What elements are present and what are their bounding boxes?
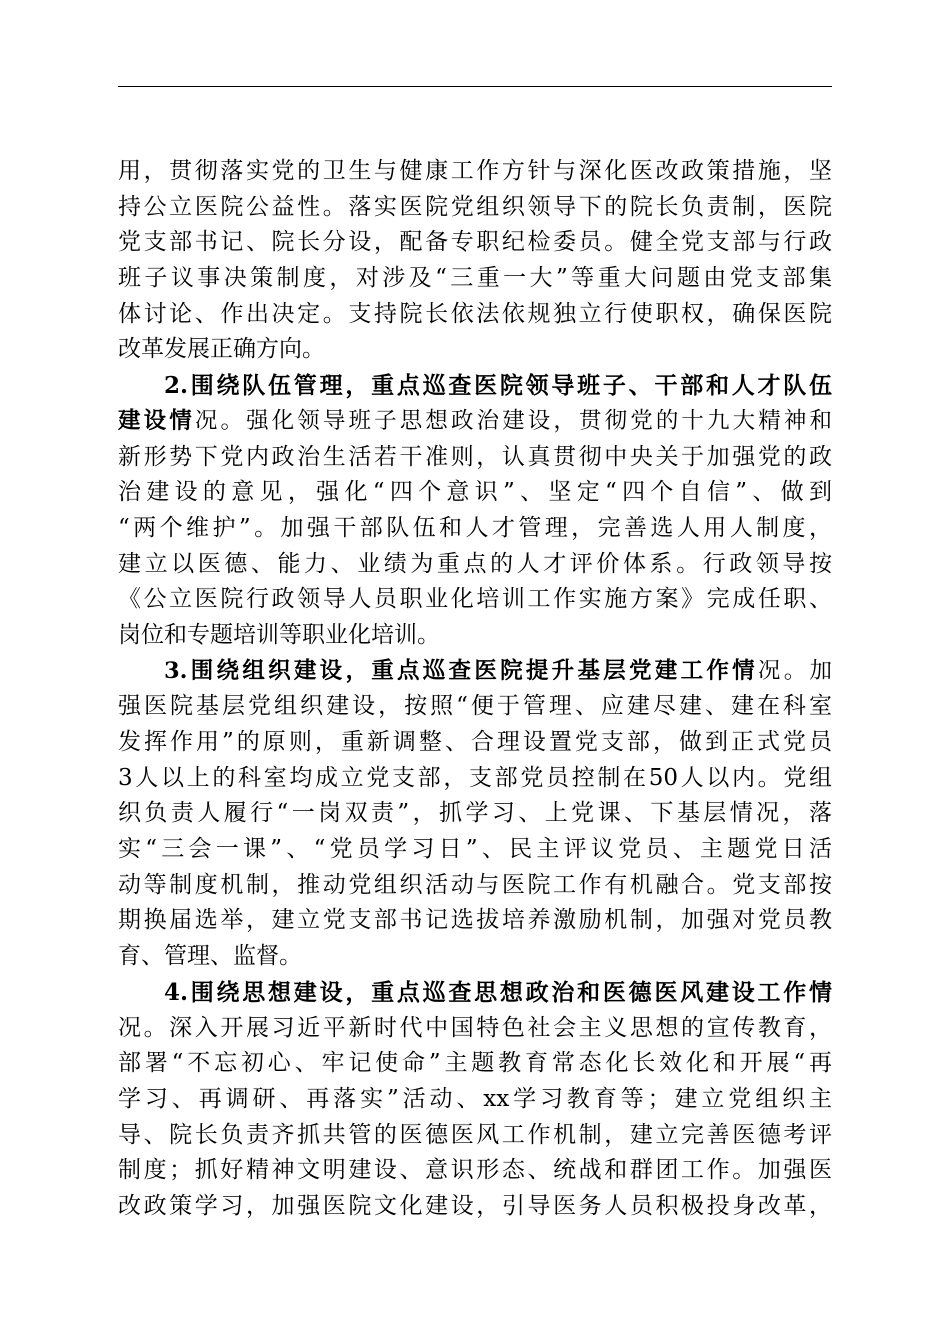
paragraph-2 <box>118 368 832 654</box>
text-line: 《公立医院行政领导人员职业化培训工作实施方案》完成任职、 <box>118 586 832 613</box>
text-line: 党支部书记、院长分设，配备专职纪检委员。健全党支部与行政 <box>118 229 832 256</box>
text-line: 育、管理、监督。 <box>118 943 302 970</box>
text-line: 动等制度机制，推动党组织活动与医院工作有机融合。党支部按 <box>118 871 832 898</box>
text-line: 体讨论、作出决定。支持院长依法依规独立行使职权，确保医院 <box>118 300 832 327</box>
text-line: 岗位和专题培训等职业化培训。 <box>118 621 440 648</box>
text-line: 实“三会一课”、“党员学习日”、民主评议党员、主题党日活 <box>118 836 832 863</box>
text-line: 新形势下党内政治生活若干准则，认真贯彻中央关于加强党的政 <box>118 443 832 470</box>
text-line: 发挥作用”的原则，重新调整、合理设置党支部，做到正式党员 <box>118 729 832 755</box>
text-line: 况。深入开展习近平新时代中国特色社会主义思想的宣传教育， <box>118 1014 832 1041</box>
text-line: 改革发展正确方向。 <box>118 336 325 363</box>
text-line: 期换届选举，建立党支部书记选拔培养激励机制，加强对党员教 <box>118 907 832 934</box>
text-line: 强医院基层党组织建设，按照“便于管理、应建尽建、建在科室 <box>118 693 832 720</box>
paragraph-3 <box>118 654 832 975</box>
text-line: 3人以上的科室均成立党支部，支部党员控制在50人以内。党组 <box>118 764 832 791</box>
document-body <box>118 154 832 1225</box>
paragraph-4 <box>118 975 832 1225</box>
text-line: 班子议事决策制度，对涉及“三重一大”等重大问题由党支部集 <box>118 265 832 292</box>
section-heading-line: 3.围绕组织建设，重点巡查医院提升基层党建工作情况。加 <box>164 657 832 684</box>
text-line: 治建设的意见，强化“四个意识”、坚定“四个自信”、做到 <box>118 479 832 506</box>
paragraph-1 <box>118 154 832 368</box>
text-line: 改政策学习，加强医院文化建设，引导医务人员积极投身改革， <box>118 1192 832 1219</box>
text-line: 学习、再调研、再落实”活动、xx学习教育等；建立党组织主 <box>118 1085 832 1112</box>
text-line: 制度；抓好精神文明建设、意识形态、统战和群团工作。加强医 <box>118 1157 832 1184</box>
header-rule <box>118 86 832 87</box>
section-heading-line: 4.围绕思想建设，重点巡查思想政治和医德医风建设工作情 <box>164 978 832 1006</box>
text-line: 建设情况。强化领导班子思想政治建设，贯彻党的十九大精神和 <box>118 407 832 434</box>
text-line: “两个维护”。加强干部队伍和人才管理，完善选人用人制度， <box>118 514 832 541</box>
section-heading-line: 2.围绕队伍管理，重点巡查医院领导班子、干部和人才队伍 <box>164 372 832 400</box>
text-line: 用，贯彻落实党的卫生与健康工作方针与深化医改政策措施，坚 <box>118 158 832 184</box>
text-line: 织负责人履行“一岗双责”，抓学习、上党课、下基层情况，落 <box>118 800 832 827</box>
text-line: 持公立医院公益性。落实医院党组织领导下的院长负责制，医院 <box>118 193 832 220</box>
text-line: 建立以医德、能力、业绩为重点的人才评价体系。行政领导按 <box>118 550 832 577</box>
text-line: 部署“不忘初心、牢记使命”主题教育常态化长效化和开展“再 <box>118 1050 832 1077</box>
text-line: 导、院长负责齐抓共管的医德医风工作机制，建立完善医德考评 <box>118 1121 832 1148</box>
